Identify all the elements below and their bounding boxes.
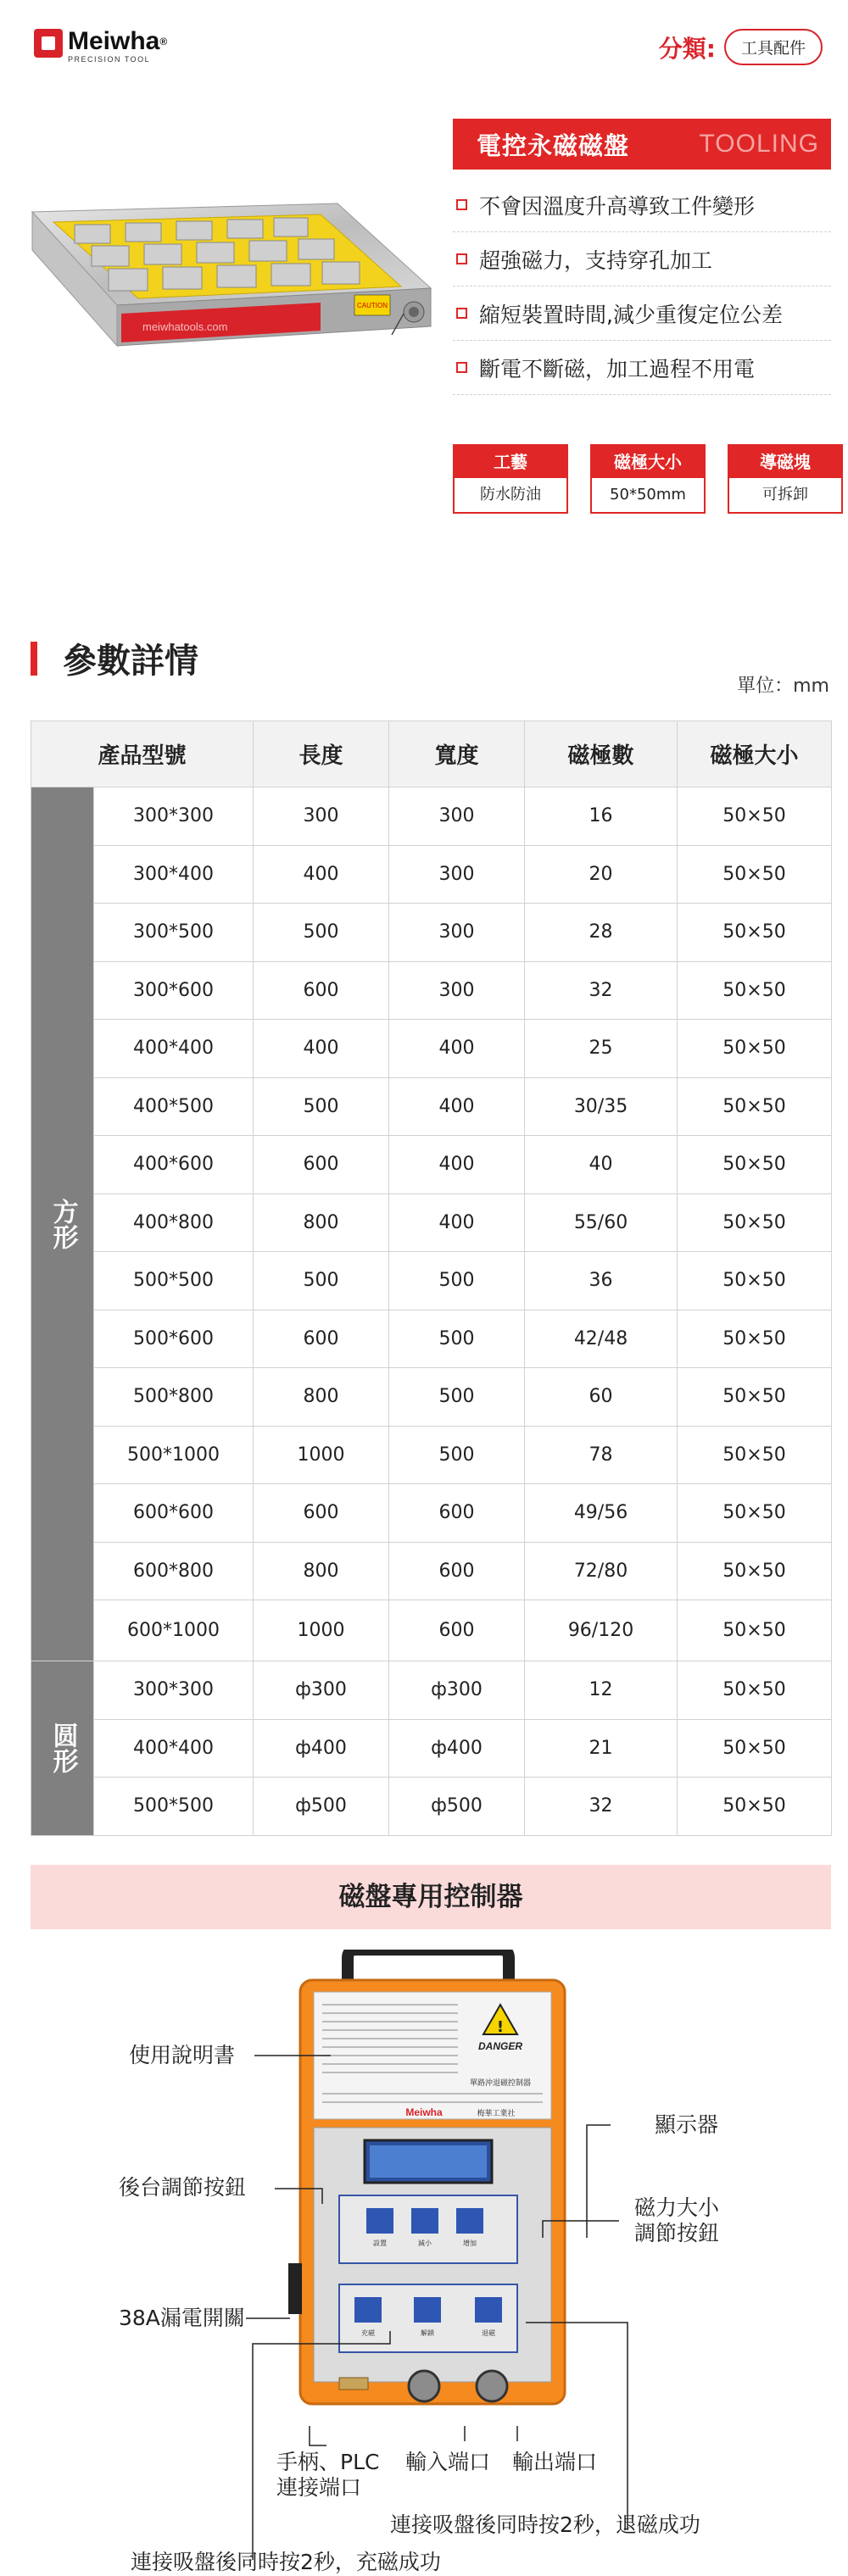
table-cell: 50×50 [678, 1077, 832, 1136]
table-cell: 600 [389, 1484, 525, 1543]
table-cell: 30/35 [525, 1077, 678, 1136]
table-cell: ф400 [254, 1719, 389, 1778]
table-cell: 25 [525, 1020, 678, 1078]
table-cell: 600 [254, 1484, 389, 1543]
bullet-square-icon [456, 362, 467, 373]
col-header: 寬度 [389, 721, 525, 787]
product-title-bar [453, 119, 831, 170]
logo-subtitle: PRECISION TOOL [68, 55, 151, 64]
table-cell: 50×50 [678, 1600, 832, 1661]
table-row [31, 1136, 832, 1194]
group-label: 方形 [31, 787, 94, 1661]
callout-manual: 使用說明書 [129, 2043, 236, 2067]
table-cell: 400 [389, 1193, 525, 1252]
controller-image [288, 1950, 577, 2424]
table-cell: 21 [525, 1719, 678, 1778]
table-cell: 400 [389, 1020, 525, 1078]
table-cell: 1000 [254, 1426, 389, 1484]
bullet-square-icon [456, 199, 467, 210]
table-cell: 42/48 [525, 1310, 678, 1368]
table-cell: 50×50 [678, 1719, 832, 1778]
table-cell: 300*400 [94, 845, 254, 904]
svg-text:DANGER: DANGER [477, 2040, 523, 2052]
magnetic-chuck-image [15, 178, 439, 415]
table-cell: 400 [254, 845, 389, 904]
callout-display: 顯示器 [655, 2112, 719, 2137]
table-cell: 1000 [254, 1600, 389, 1661]
table-cell: 500*800 [94, 1368, 254, 1427]
svg-text:CAUTION: CAUTION [357, 302, 388, 309]
table-cell: 50×50 [678, 1368, 832, 1427]
table-cell: 50×50 [678, 787, 832, 846]
table-cell: 600 [254, 1136, 389, 1194]
col-header: 磁極大小 [678, 721, 832, 787]
tag-pole-size: 磁極大小 50*50mm [590, 444, 706, 514]
table-cell: 50×50 [678, 961, 832, 1020]
table-cell: 600 [389, 1542, 525, 1600]
table-cell: 50×50 [678, 1136, 832, 1194]
callout-breaker: 38A漏電開關 [119, 2306, 245, 2330]
table-cell: 50×50 [678, 904, 832, 962]
spec-tags [453, 444, 843, 514]
table-row [31, 845, 832, 904]
svg-text:!: ! [496, 2018, 505, 2036]
table-header-row [31, 721, 832, 787]
table-cell: 400*400 [94, 1719, 254, 1778]
table-cell: 500 [254, 1252, 389, 1310]
table-cell: 600*600 [94, 1484, 254, 1543]
table-row [31, 1368, 832, 1427]
table-cell: 16 [525, 787, 678, 846]
table-cell: 72/80 [525, 1542, 678, 1600]
table-cell: ф400 [389, 1719, 525, 1778]
callout-backend-button: 後台調節按鈕 [119, 2175, 247, 2200]
table-cell: 50×50 [678, 1252, 832, 1310]
table-cell: 28 [525, 904, 678, 962]
table-cell: 400*400 [94, 1020, 254, 1078]
table-cell: 50×50 [678, 1426, 832, 1484]
table-cell: 55/60 [525, 1193, 678, 1252]
table-cell: 32 [525, 961, 678, 1020]
unit-label: 單位：mm [737, 676, 829, 697]
col-header: 產品型號 [31, 721, 254, 787]
table-cell: 500*600 [94, 1310, 254, 1368]
col-header: 長度 [254, 721, 389, 787]
table-row [31, 1719, 832, 1778]
table-cell: 32 [525, 1778, 678, 1836]
table-row [31, 1426, 832, 1484]
table-cell: 500 [389, 1368, 525, 1427]
table-cell: 36 [525, 1252, 678, 1310]
table-cell: 800 [254, 1368, 389, 1427]
svg-text:解鎖: 解鎖 [421, 2329, 434, 2337]
table-cell: 500 [254, 904, 389, 962]
svg-text:退磁: 退磁 [482, 2329, 495, 2337]
table-cell: 300 [254, 787, 389, 846]
table-cell: ф500 [389, 1778, 525, 1836]
svg-text:單路沖退磁控制器: 單路沖退磁控制器 [469, 2079, 532, 2088]
controller-title: 磁盤專用控制器 [31, 1865, 831, 1929]
bullet-square-icon [456, 308, 467, 319]
bullet-square-icon [456, 253, 467, 264]
table-row [31, 961, 832, 1020]
table-cell: 300*300 [94, 787, 254, 846]
svg-text:增加: 增加 [463, 2239, 477, 2247]
table-cell: 600*800 [94, 1542, 254, 1600]
table-row [31, 1600, 832, 1661]
table-row [31, 1661, 832, 1720]
table-row [31, 1310, 832, 1368]
table-cell: 50×50 [678, 1193, 832, 1252]
table-cell: 800 [254, 1542, 389, 1600]
table-cell: 500*1000 [94, 1426, 254, 1484]
table-cell: 300 [389, 904, 525, 962]
table-row [31, 1193, 832, 1252]
table-cell: 500*500 [94, 1252, 254, 1310]
table-cell: 78 [525, 1426, 678, 1484]
table-cell: 400 [254, 1020, 389, 1078]
spec-table [31, 721, 832, 1836]
table-cell: 20 [525, 845, 678, 904]
table-cell: 40 [525, 1136, 678, 1194]
table-row [31, 1778, 832, 1836]
feature-list [453, 178, 831, 395]
table-cell: 400*600 [94, 1136, 254, 1194]
table-cell: 50×50 [678, 1661, 832, 1720]
table-cell: 300 [389, 845, 525, 904]
table-cell: 50×50 [678, 1310, 832, 1368]
table-row [31, 1020, 832, 1078]
callout-mag: 連接吸盤後同時按2秒，充磁成功 [131, 2550, 441, 2574]
svg-text:梅華工業社: 梅華工業社 [477, 2110, 516, 2118]
table-cell: 400 [389, 1136, 525, 1194]
table-cell: 500 [389, 1310, 525, 1368]
table-row [31, 1252, 832, 1310]
table-row [31, 1484, 832, 1543]
table-cell: 49/56 [525, 1484, 678, 1543]
table-cell: 500 [254, 1077, 389, 1136]
logo-name: Meiwha® [68, 27, 168, 55]
table-cell: ф300 [254, 1661, 389, 1720]
table-row [31, 1077, 832, 1136]
table-cell: 500 [389, 1426, 525, 1484]
table-cell: ф500 [254, 1778, 389, 1836]
table-cell: 300 [389, 961, 525, 1020]
table-cell: 12 [525, 1661, 678, 1720]
svg-text:meiwhatools.com: meiwhatools.com [142, 320, 228, 333]
table-cell: 400*500 [94, 1077, 254, 1136]
table-row [31, 787, 832, 846]
product-title: 電控永磁磁盤 [477, 131, 630, 160]
callout-handle-port: 手柄、PLC 連接端口 [276, 2450, 380, 2500]
table-cell: 400 [389, 1077, 525, 1136]
group-label: 圆形 [31, 1661, 94, 1836]
table-cell: 96/120 [525, 1600, 678, 1661]
callout-output-port: 輸出端口 [512, 2450, 598, 2474]
callout-input-port: 輸入端口 [405, 2450, 491, 2474]
feature-item: 縮短裝置時間,減少重復定位公差 [453, 287, 831, 341]
brand-logo [34, 29, 167, 64]
svg-text:Meiwha: Meiwha [405, 2106, 443, 2118]
table-cell: 300*600 [94, 961, 254, 1020]
table-cell: 600 [254, 961, 389, 1020]
table-cell: 400*800 [94, 1193, 254, 1252]
feature-item: 斷電不斷磁，加工過程不用電 [453, 341, 831, 395]
logo-mark-icon [34, 29, 63, 58]
table-cell: 600 [254, 1310, 389, 1368]
table-cell: 300*500 [94, 904, 254, 962]
table-row [31, 1542, 832, 1600]
product-title-en: TOOLING [699, 130, 819, 158]
table-cell: 50×50 [678, 1542, 832, 1600]
tag-process: 工藝 防水防油 [453, 444, 568, 514]
col-header: 磁極數 [525, 721, 678, 787]
table-cell: 600*1000 [94, 1600, 254, 1661]
callout-force-adjust: 磁力大小 調節按鈕 [634, 2195, 720, 2245]
table-cell: 50×50 [678, 1484, 832, 1543]
svg-text:減小: 減小 [418, 2239, 432, 2247]
table-cell: 50×50 [678, 845, 832, 904]
table-cell: 300*300 [94, 1661, 254, 1720]
category [659, 29, 823, 65]
feature-item: 不會因溫度升高導致工件變形 [453, 178, 831, 232]
callout-demag: 連接吸盤後同時按2秒，退磁成功 [390, 2512, 700, 2537]
table-row [31, 904, 832, 962]
table-cell: 600 [389, 1600, 525, 1661]
table-cell: 60 [525, 1368, 678, 1427]
category-label: 分類: [658, 34, 716, 63]
table-cell: 300 [389, 787, 525, 846]
table-cell: 500 [389, 1252, 525, 1310]
table-cell: 50×50 [678, 1020, 832, 1078]
section-bar [31, 642, 37, 676]
table-cell: 800 [254, 1193, 389, 1252]
table-cell: 50×50 [678, 1778, 832, 1836]
table-cell: ф300 [389, 1661, 525, 1720]
svg-text:充磁: 充磁 [361, 2329, 375, 2337]
tag-pole-block: 導磁塊 可拆卸 [728, 444, 843, 514]
svg-text:設置: 設置 [373, 2239, 387, 2247]
section-title-params: 參數詳情 [31, 634, 198, 682]
table-cell: 500*500 [94, 1778, 254, 1836]
category-tag[interactable]: 工具配件 [724, 29, 823, 65]
feature-item: 超強磁力，支持穿孔加工 [453, 232, 831, 287]
